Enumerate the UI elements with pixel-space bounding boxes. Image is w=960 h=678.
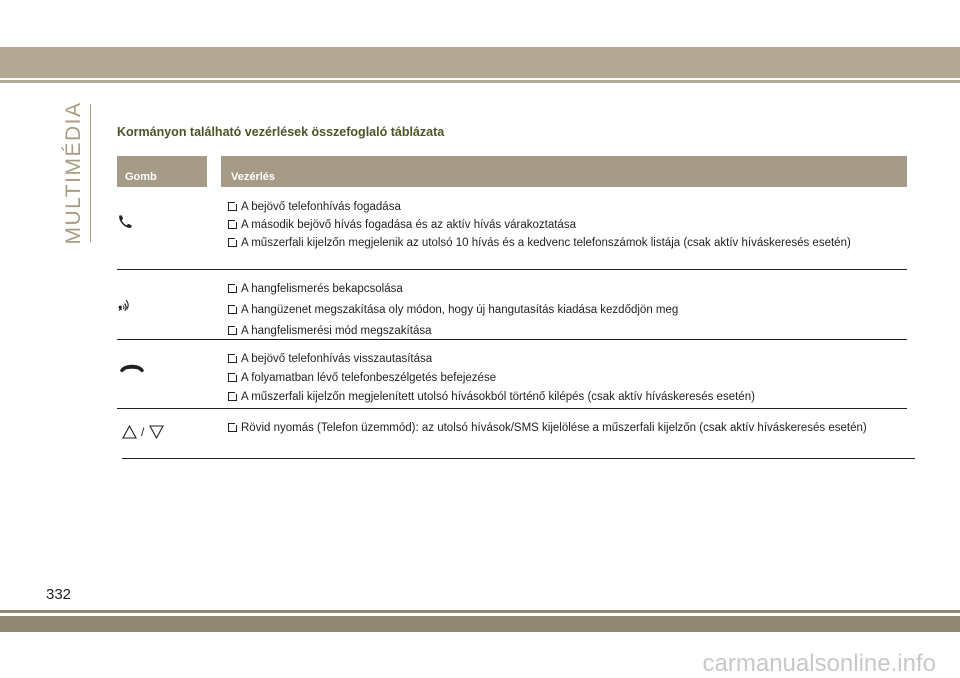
list-item: A bejövő telefonhívás visszautasítása: [228, 353, 900, 365]
list-item: A műszerfali kijelzőn megjelenített utolsó hívásokból történő kilépés (csak aktív híváskeresés esetén): [228, 391, 900, 403]
column-header-button: Gomb: [117, 156, 207, 187]
row-divider: [117, 408, 907, 409]
bottom-decorative-line: [0, 610, 960, 613]
checkbox-bullet-icon: [228, 392, 237, 401]
row-divider: [117, 269, 907, 270]
page-number: 332: [46, 586, 72, 603]
row-2-controls: [228, 283, 900, 337]
checkbox-bullet-icon: [228, 284, 237, 293]
section-tab: [57, 101, 91, 245]
arrow-up-down-control: [122, 424, 170, 440]
row-1-controls: [228, 201, 900, 249]
list-item: A második bejövő hívás fogadása és az aktív hívás várakoztatása: [228, 219, 900, 231]
watermark: carmanualsonline.info: [702, 650, 936, 677]
voice-recognition-icon: [117, 297, 147, 313]
checkbox-bullet-icon: [228, 326, 237, 335]
row-3-controls: [228, 353, 900, 403]
section-tab-label: MULTIMÉDIA: [62, 101, 85, 245]
phone-hangup-icon: [117, 362, 147, 378]
checkbox-bullet-icon: [228, 238, 237, 247]
table-bottom-rule: [122, 458, 915, 459]
section-tab-divider: [90, 104, 91, 242]
list-item: Rövid nyomás (Telefon üzemmód): az utolsó hívások/SMS kijelölése a műszerfali kijelzőn (csak aktív híváskeresés esetén): [228, 422, 900, 434]
checkbox-bullet-icon: [228, 373, 237, 382]
list-item: A hangfelismerési mód megszakítása: [228, 325, 900, 337]
top-decorative-line: [0, 80, 960, 83]
arrow-down-icon: [150, 426, 163, 438]
list-item: A hangfelismerés bekapcsolása: [228, 283, 900, 295]
list-item: A bejövő telefonhívás fogadása: [228, 201, 900, 213]
phone-answer-icon: [117, 214, 147, 230]
arrow-up-icon: [123, 426, 136, 438]
column-header-control: Vezérlés: [221, 156, 907, 187]
checkbox-bullet-icon: [228, 220, 237, 229]
checkbox-bullet-icon: [228, 354, 237, 363]
top-decorative-band: [0, 47, 960, 78]
checkbox-bullet-icon: [228, 202, 237, 211]
checkbox-bullet-icon: [228, 305, 237, 314]
list-item: A folyamatban lévő telefonbeszélgetés befejezése: [228, 372, 900, 384]
arrow-separator: /: [141, 425, 145, 439]
bottom-decorative-band: [0, 616, 960, 632]
list-item: A műszerfali kijelzőn megjelenik az utolsó 10 hívás és a kedvenc telefonszámok listája (csak aktív híváskeresés esetén): [228, 237, 900, 249]
table-title: Kormányon található vezérlések összefoglaló táblázata: [117, 125, 445, 139]
row-4-controls: [228, 422, 900, 434]
checkbox-bullet-icon: [228, 423, 237, 432]
list-item: A hangüzenet megszakítása oly módon, hogy új hangutasítás kiadása kezdődjön meg: [228, 304, 900, 316]
row-divider: [117, 339, 907, 340]
